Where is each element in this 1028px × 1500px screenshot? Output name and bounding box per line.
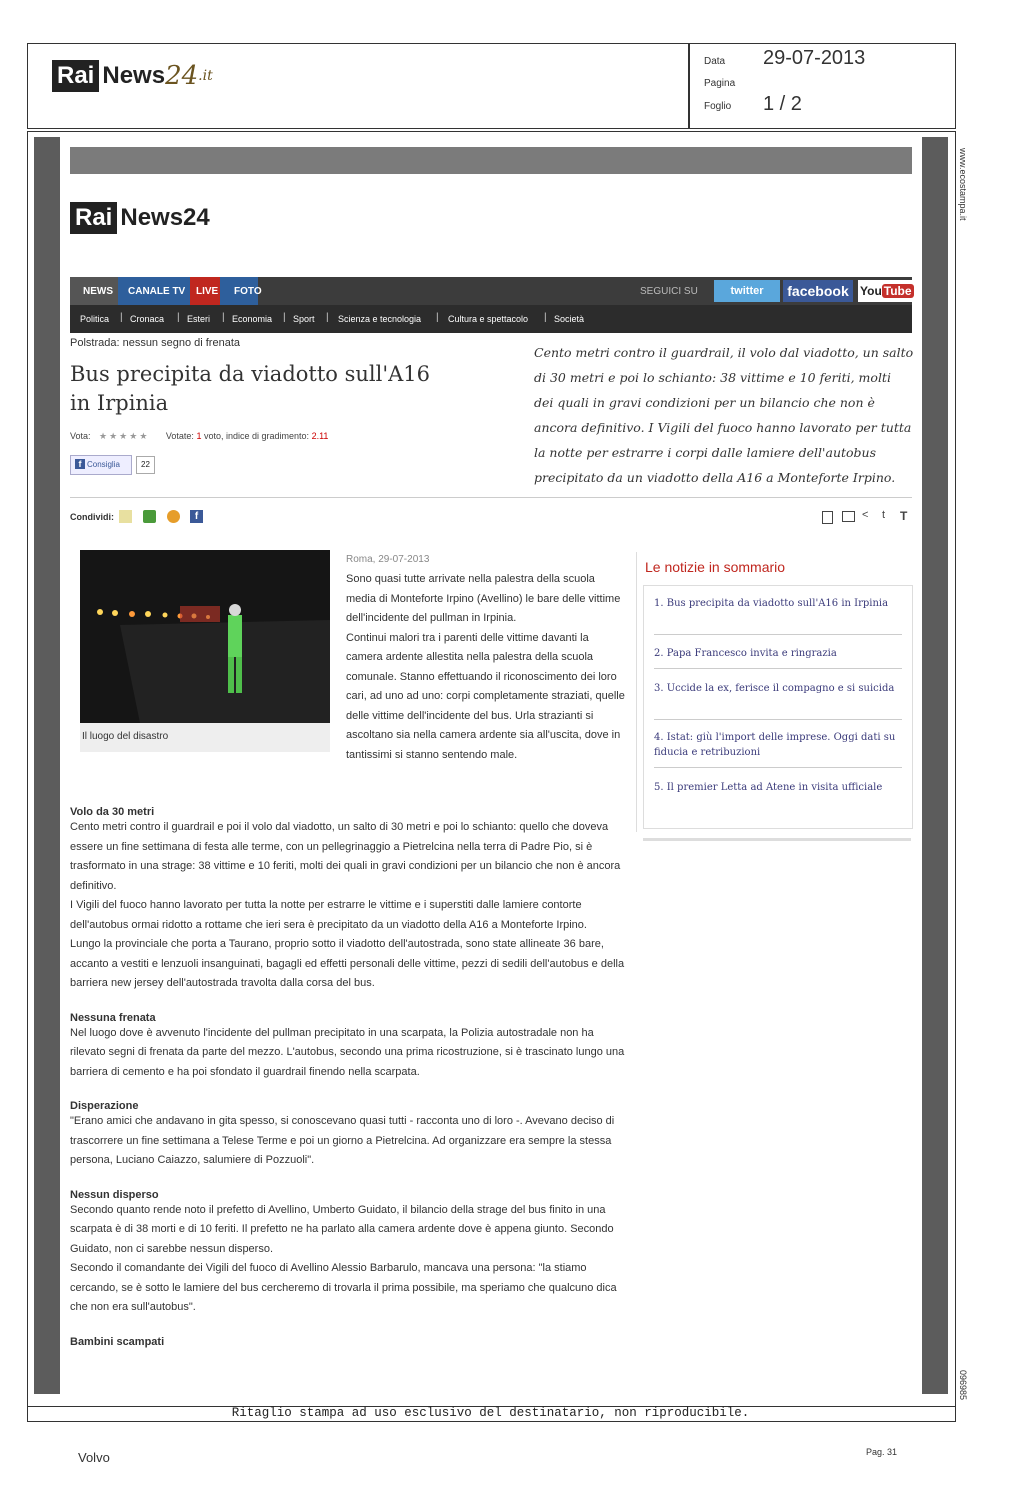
email-icon[interactable] [842, 511, 855, 522]
section-heading: Nessun disperso [70, 1188, 159, 1201]
facebook-button[interactable]: facebook [783, 280, 853, 302]
cat-sep: | [120, 312, 123, 323]
font-decrease-icon[interactable]: t [882, 509, 886, 521]
summary-item[interactable]: 5. Il premier Letta ad Atene in visita ufficiale [654, 782, 883, 793]
logo-suffix: .it [198, 68, 213, 84]
cat-sep: | [222, 312, 225, 323]
share-extra-icon[interactable]: < [862, 509, 869, 521]
summary-item[interactable]: 2. Papa Francesco invita e ringrazia [654, 648, 837, 659]
divider [70, 497, 912, 498]
like-label: Consiglia [87, 460, 120, 469]
article-title: Bus precipita da viadotto sull'A16 in Irpinia [70, 362, 431, 415]
like-count: 22 [136, 456, 155, 474]
intro-paragraph: Continui malori tra i parenti delle vittime davanti la camera ardente allestita nella palestra della scuola comunale. Stanno effettuando il riconoscimento dei loro cari, ad uno ad uno: corpi completamente straziati, quelle delle vittime dell'incidente del bus. Urla strazianti si ascoltano sia nella camera ardente sia all'uscita, dove in tantissimi si stanno sentendo male. [346, 631, 625, 761]
article-body [70, 806, 626, 1348]
article-kicker: Polstrada: nessun segno di frenata [70, 337, 241, 349]
logo-news: News [102, 62, 166, 89]
cat-sep: | [544, 312, 547, 323]
cat-sep: | [436, 312, 439, 323]
side-code: 096985 [958, 1370, 968, 1401]
dateline: Roma, 29-07-2013 [346, 554, 430, 565]
summary-item[interactable]: 4. Istat: giù l'import delle imprese. Oggi dati su fiducia e retribuzioni [654, 732, 896, 758]
facebook-f-icon: f [75, 459, 85, 469]
article-lead: Cento metri contro il guardrail, il volo dal viadotto, un salto di 30 metri e poi lo schianto: 38 vittime e 10 feriti, molti dei quali in gravi condizioni per un bilancio che non è ancora definitivo. I Vigili del fuoco hanno lavorato per tutta la notte per estrarre i corpi dalle lamiere dell'autobus precipitato da un viadotto della A16 a Monteforte Irpino. [534, 345, 914, 485]
ritaglio-logo [52, 60, 213, 92]
footer-notice: Ritaglio stampa ad uso esclusivo del destinatario, non riproducibile. [231, 1406, 750, 1420]
cat-esteri[interactable]: Esteri [187, 314, 211, 324]
site-logo[interactable] [70, 202, 210, 234]
nav-foto[interactable]: FOTO [234, 286, 262, 297]
page-label: Pagina [704, 78, 736, 89]
votes-count: 1 [196, 431, 202, 441]
cat-cultura[interactable]: Cultura e spettacolo [448, 314, 529, 324]
section-heading: Bambini scampati [70, 1335, 165, 1348]
logo-num: 24 [165, 61, 199, 91]
right-side-bar [922, 137, 948, 1394]
cat-sep: | [326, 312, 329, 323]
footer-left-label: Volvo [78, 1450, 110, 1465]
logo-rai: Rai [52, 60, 99, 92]
body-paragraph: Nel luogo dove è avvenuto l'incidente del pullman precipitato in una scarpata, la Polizia autostradale non ha rilevato segni di frenata da parte del mezzo. L'autobus, secondo una prima ricostruzione, si è trascinato lungo una barriera di cemento e ha poi sfondato il guardrail finendo nella scarpata. [70, 1026, 625, 1078]
like-button[interactable] [70, 455, 132, 475]
body-paragraph: Cento metri contro il guardrail e poi il volo dal viadotto, un salto di 30 metri e poi lo schianto: quello che doveva essere un fine settimana di festa alle terme, con un pellegrinaggio a Pietrelcina nella terra di Padre Pio, si è trasformato in una strage: 38 vittime e 10 feriti, molti dei quali in gravi condizioni per un bilancio che non è ancora definitivo. [70, 821, 621, 892]
youtube-tube: Tube [883, 284, 912, 298]
intro-paragraph: Sono quasi tutte arrivate nella palestra della scuola media di Monteforte Irpino (Avellino) le bare delle vittime dell'incidente del pullman in Irpinia. [346, 573, 621, 624]
section-heading: Disperazione [70, 1100, 139, 1112]
share-facebook-icon[interactable]: f [190, 510, 203, 523]
sheet-label: Foglio [704, 101, 732, 112]
sheet-value: 1 / 2 [763, 93, 802, 115]
date-label: Data [704, 56, 726, 67]
youtube-button[interactable] [858, 280, 916, 302]
share-ok-icon[interactable] [119, 510, 132, 523]
summary-item[interactable]: 3. Uccide la ex, ferisce il compagno e si suicida [654, 683, 895, 694]
nav-canale-tv[interactable]: CANALE TV [128, 286, 186, 297]
site-logo-news: News24 [120, 204, 210, 231]
body-paragraph: "Erano amici che andavano in gita spesso, si conoscevano quasi tutti - racconta uno di loro -. Avevano deciso di trascorrere un fine settimana a Telese Terme e poi un giorno a Pietrelcina. Ad organizzare era sempre la stessa persona, Luciano Caiazzo, salumiere di Pozzuoli". [70, 1115, 615, 1166]
summary-sep [654, 719, 902, 720]
share-label: Condividi: [70, 512, 114, 522]
share-green-icon[interactable] [143, 510, 156, 523]
votes-label: Votate: [165, 431, 194, 441]
site-logo-rai: Rai [70, 202, 117, 234]
cat-cronaca[interactable]: Cronaca [130, 314, 165, 324]
rating-value: 2.11 [311, 431, 329, 441]
votes-unit: voto, indice di gradimento: [203, 431, 310, 441]
photo-illustration [80, 550, 330, 723]
article-photo[interactable] [80, 550, 330, 723]
body-paragraph: Secondo quanto rende noto il prefetto di Avellino, Umberto Guidato, il bilancio della strage del bus finito in una scarpata è di 38 morti e di 10 feriti. Il prefetto ne ha parlato alla camera ardente dove è appena giunto. Secondo Guidato, non ci sarebbe nessun disperso. [70, 1203, 614, 1255]
youtube-you: You [860, 284, 882, 298]
left-side-bar [34, 137, 60, 1394]
date-value: 29-07-2013 [763, 47, 866, 69]
summary-item[interactable]: 1. Bus precipita da viadotto sull'A16 in Irpinia [654, 598, 889, 609]
sidebar-divider [636, 552, 637, 832]
category-nav [70, 305, 912, 333]
cat-economia[interactable]: Economia [232, 314, 273, 324]
cat-societa[interactable]: Società [554, 314, 585, 324]
summary-title: Le notizie in sommario [645, 559, 786, 575]
font-increase-icon[interactable]: T [900, 509, 908, 523]
cat-sep: | [177, 312, 180, 323]
top-strip [70, 147, 912, 174]
body-paragraph: I Vigili del fuoco hanno lavorato per tutta la notte per estrarre le vittime e i superstiti dalle lamiere contorte dell'autobus ormai ridotto a rottame che ieri sera è precipitato da un viadotto della A16 a Monteforte Irpino. [70, 899, 587, 931]
cat-politica[interactable]: Politica [80, 314, 110, 324]
nav-news[interactable]: NEWS [83, 286, 113, 297]
section-heading: Volo da 30 metri [70, 806, 155, 818]
summary-sep [654, 634, 902, 635]
footer-page: Pag. 31 [866, 1447, 898, 1457]
star-rating-icons[interactable]: ★★★★★ [99, 431, 150, 441]
vote-label: Vota: [70, 431, 91, 441]
summary-sep [654, 668, 902, 669]
rating-row [70, 431, 328, 442]
follow-label: SEGUICI SU [640, 286, 698, 297]
twitter-button[interactable]: twitter [714, 280, 780, 302]
photo-caption: Il luogo del disastro [82, 731, 169, 742]
sidebar-bottom-rule [643, 838, 911, 841]
main-nav [70, 277, 912, 305]
cat-sep: | [283, 312, 286, 323]
side-url: www.ecostampa.it [958, 148, 968, 221]
print-icon[interactable] [822, 511, 833, 524]
share-orange-icon[interactable] [167, 510, 180, 523]
cat-scienza[interactable]: Scienza e tecnologia [338, 314, 422, 324]
summary-sep [654, 767, 902, 768]
section-heading: Nessuna frenata [70, 1011, 156, 1024]
body-paragraph: Secondo il comandante dei Vigili del fuoco di Avellino Alessio Barbarulo, mancava una persona: "la stiamo cercando, se è sotto le lamiere del bus cercheremo di trovarla il prima possibile, ma speriamo che qualcuno dica che non era sull'autobus". [70, 1262, 617, 1313]
cat-sport[interactable]: Sport [293, 314, 315, 324]
intro-text [346, 570, 626, 765]
body-paragraph: Lungo la provinciale che porta a Taurano, proprio sotto il viadotto dell'autostrada, sono state allineate 36 bare, accanto a vestiti e lenzuoli insanguinati, bagagli ed effetti personali delle vittime, pezzi di sedili dell'autobus e della barriera new jersey dell'autostrada travolta dalla corsa del bus. [70, 938, 625, 989]
nav-live[interactable]: LIVE [196, 286, 219, 297]
